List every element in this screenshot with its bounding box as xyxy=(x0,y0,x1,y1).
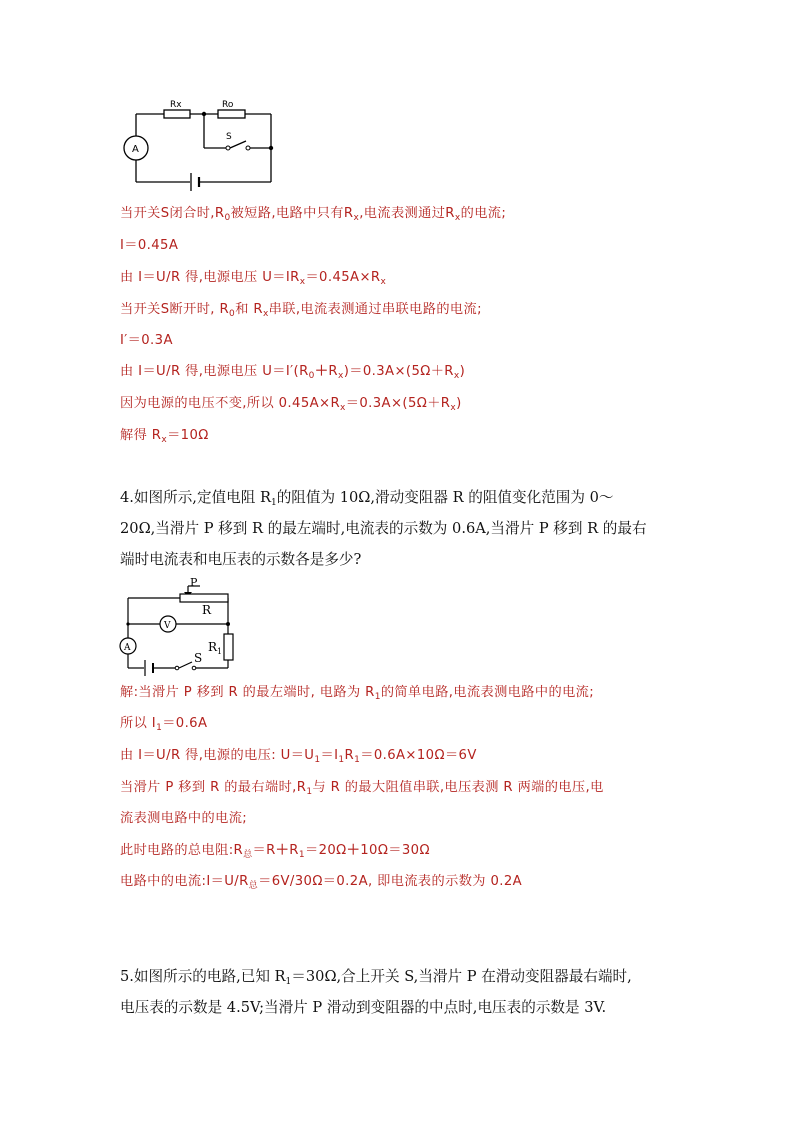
label-rx: Rx xyxy=(170,100,182,110)
label-ammeter: A xyxy=(124,643,131,653)
label-switch: S xyxy=(194,651,203,665)
label-p: P xyxy=(190,576,198,589)
subscript: x xyxy=(380,277,387,287)
answer4-line: 流表测电路中的电流; xyxy=(120,811,248,826)
answer4-line: 解:当滑片 P 移到 R 的最左端时, 电路为 $R_1$的简单电路,电流表测电路中的电流; xyxy=(120,685,595,702)
plus-symbol: ＋ xyxy=(346,843,361,858)
subscript: x xyxy=(454,213,461,223)
question4-line: 4.如图所示,定值电阻 $R_1$的阻值为 10Ω,滑动变阻器 R 的阻值变化范围为 0～ xyxy=(120,489,614,508)
answer3-line: I′＝0.3A xyxy=(120,333,173,348)
subscript: 1 xyxy=(156,723,163,733)
subscript: 0 xyxy=(308,371,315,381)
answer3-line: 因为电源的电压不变,所以 $0.45A\times R_x=0.3A\times(5\Omega+R_x)$ xyxy=(120,396,462,413)
subscript: x xyxy=(450,403,457,413)
rheostat-r xyxy=(180,594,228,602)
answer3-line: 由 I＝U/R 得,电源电压 $U=I'(R_0+R_x)=0.3A\times(5\Omega+R_x)$ xyxy=(120,364,466,381)
answer3-line: 由 I＝U/R 得,电源电压 $U=IR_x=0.45A\times R_x$ xyxy=(120,270,387,287)
subscript: 0 xyxy=(224,213,231,223)
label-r1: $R_1$ xyxy=(208,640,223,656)
question5-line: 电压表的示数是 4.5V;当滑片 P 滑动到变阻器的中点时,电压表的示数是 3V. xyxy=(120,999,607,1016)
subscript: x xyxy=(353,213,360,223)
answer4-line: 所以 $I_1=0.6A$ xyxy=(120,716,208,733)
subscript: 1 xyxy=(374,692,381,702)
question4-line: 端时电流表和电压表的示数各是多少? xyxy=(120,551,362,568)
resistor-r0 xyxy=(218,110,245,118)
subscript: 总 xyxy=(243,850,253,860)
answer3-line: 当开关S闭合时$,R_0$被短路,电路中只有$R_x$,电流表测通过$R_x$的电流; xyxy=(120,206,507,223)
answer3-line: I＝0.45A xyxy=(120,238,179,253)
subscript: x xyxy=(337,371,344,381)
question4-line: 20Ω,当滑片 P 移到 R 的最左端时,电流表的示数为 0.6A,当滑片 P 移到 R 的最右 xyxy=(120,520,647,537)
subscript: 1 xyxy=(354,755,361,765)
answer4-line: 由 I＝U/R 得,电源的电压: $U=U_1=I_1R_1=0.6A\times 10\Omega=6V$ xyxy=(120,748,477,765)
answer4-line: 当滑片 P 移到 R 的最右端时$,R_1$与 R 的最大阻值串联,电压表测 R 两端的电压,电 xyxy=(120,780,604,797)
label-ammeter: A xyxy=(132,144,139,155)
answer3-line: 解得 $R_x=10\Omega$ xyxy=(120,428,209,445)
subscript: x xyxy=(161,435,168,445)
label-r0: Ro xyxy=(222,100,234,110)
circuit-diagram-2 xyxy=(118,576,244,676)
label-voltmeter: V xyxy=(164,621,171,631)
subscript: 1 xyxy=(314,755,321,765)
resistor-r1 xyxy=(224,634,233,660)
label-switch: S xyxy=(226,132,232,142)
subscript: 1 xyxy=(306,787,313,797)
question5-line: 5.如图所示的电路,已知 $R_1=30\Omega$,合上开关 S,当滑片 P 在滑动变阻器最右端时, xyxy=(120,968,632,987)
subscript: 1 xyxy=(285,977,292,987)
subscript: 总 xyxy=(248,881,259,891)
subscript: 1 xyxy=(298,850,305,860)
label-r: R xyxy=(202,603,212,617)
subscript: x xyxy=(262,309,269,319)
answer3-line: 当开关S断开时, $R_0$和 $R_x$串联,电流表测通过串联电路的电流; xyxy=(120,302,482,319)
subscript: 1 xyxy=(338,755,345,765)
subscript: 0 xyxy=(229,309,236,319)
subscript: x xyxy=(340,403,346,413)
subscript: x xyxy=(299,277,306,287)
plus-symbol: ＋ xyxy=(314,364,329,379)
circuit-diagram-1 xyxy=(118,92,288,192)
resistor-rx xyxy=(164,110,190,118)
subscript: x xyxy=(453,371,460,381)
answer4-line: 此时电路的总电阻$:R_总=R+R_1=20\Omega+10\Omega=30\Omega$ xyxy=(120,843,430,860)
answer4-line: 电路中的电流$:I=U/R_总=6V/30\Omega=0.2A$, 即电流表的示数为 0.2A xyxy=(120,874,523,891)
plus-symbol: ＋ xyxy=(275,843,290,858)
subscript: 1 xyxy=(270,498,277,508)
